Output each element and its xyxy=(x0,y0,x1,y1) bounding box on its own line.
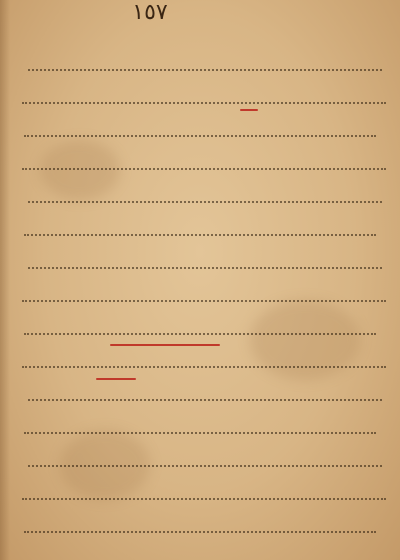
text-line xyxy=(22,376,386,409)
rubric-mark xyxy=(110,344,220,346)
text-line xyxy=(22,277,386,310)
text-block xyxy=(22,46,386,541)
text-line xyxy=(22,442,386,475)
rubric-mark xyxy=(240,109,258,111)
text-line xyxy=(22,145,386,178)
text-line xyxy=(22,79,386,112)
text-line xyxy=(22,112,386,145)
rubric-mark xyxy=(96,378,136,380)
text-line xyxy=(22,46,386,79)
page-number: ١٥٧ xyxy=(132,0,168,25)
text-line xyxy=(22,178,386,211)
text-line xyxy=(22,244,386,277)
text-line xyxy=(22,508,386,541)
text-line xyxy=(22,343,386,376)
page-left-edge xyxy=(0,0,10,560)
text-line xyxy=(22,475,386,508)
text-line xyxy=(22,310,386,343)
text-line xyxy=(22,409,386,442)
text-line xyxy=(22,211,386,244)
